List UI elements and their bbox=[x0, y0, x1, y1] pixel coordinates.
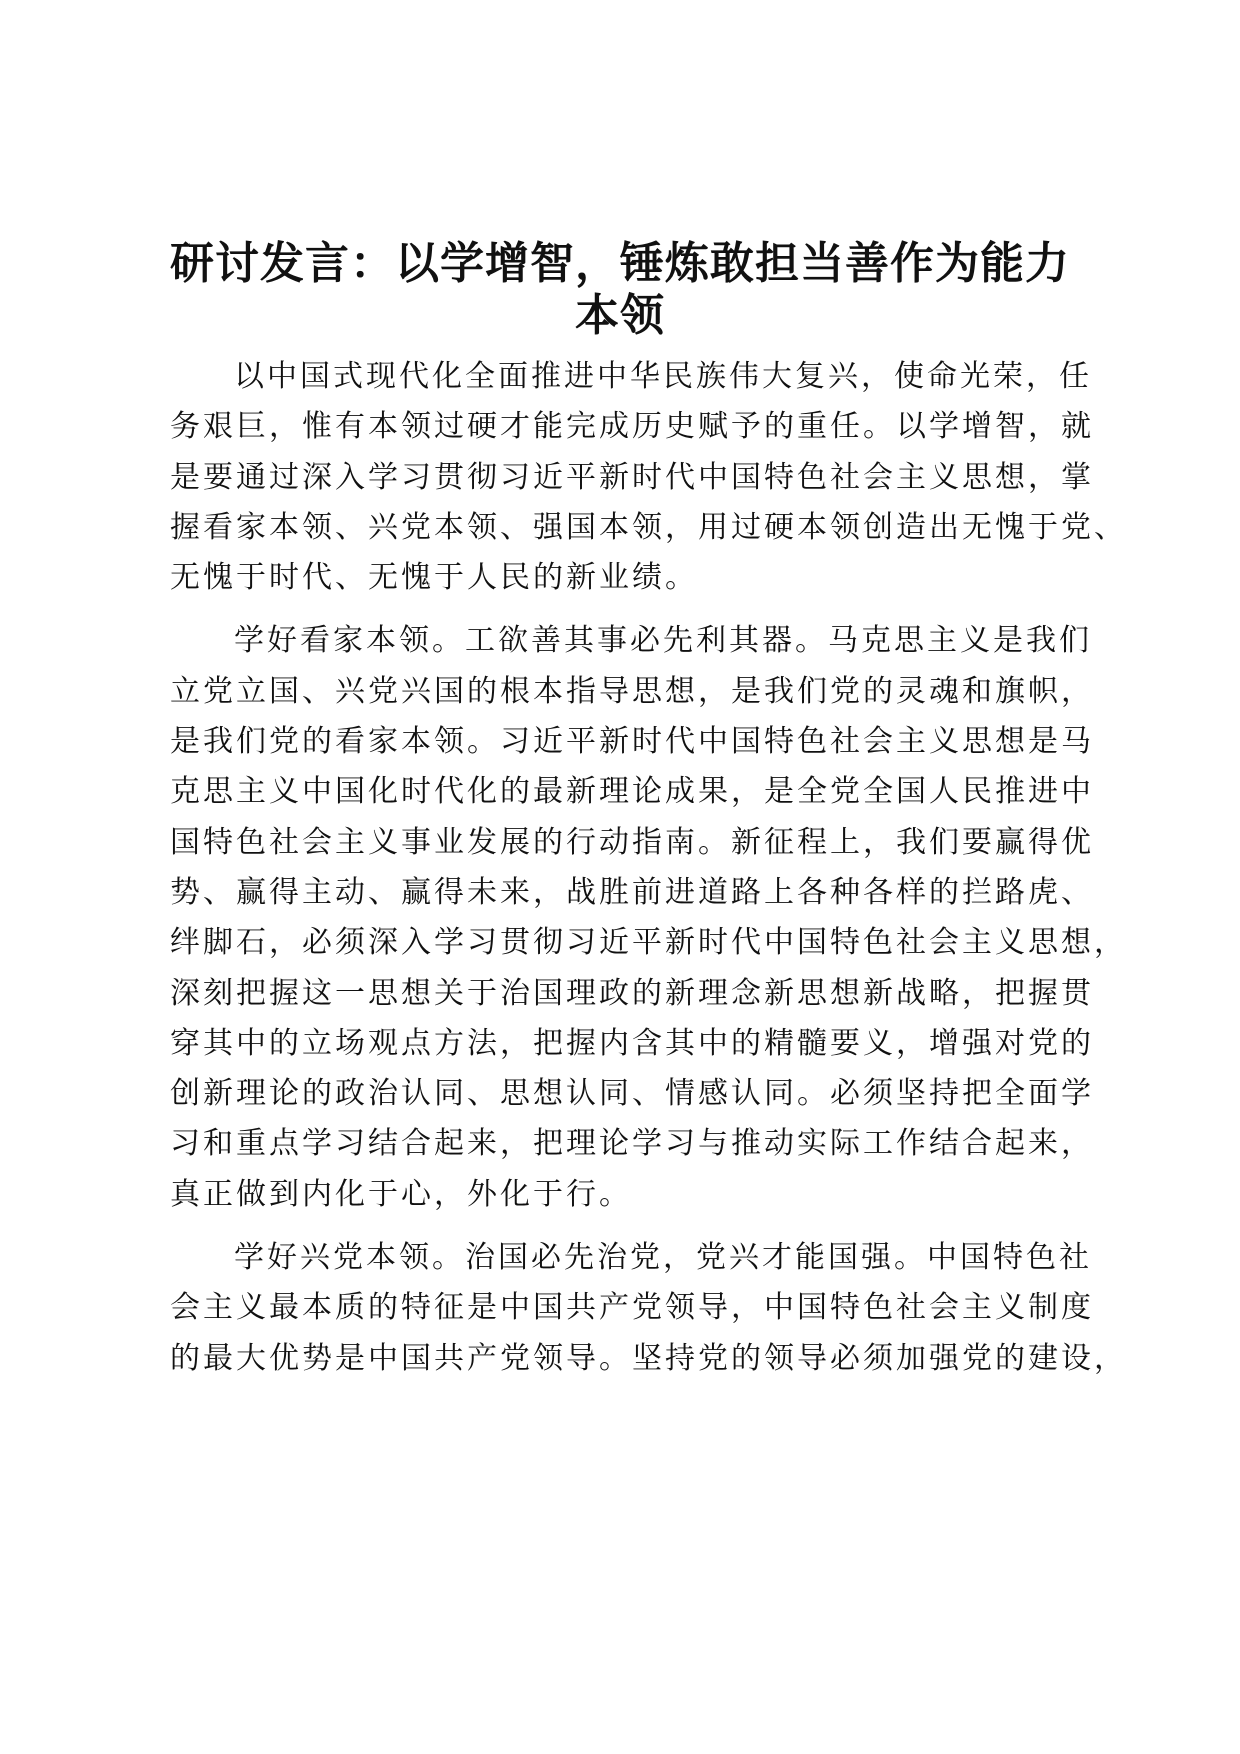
paragraph-line: 绊脚石，必须深入学习贯彻习近平新时代中国特色社会主义思想， bbox=[170, 925, 1127, 961]
paragraph-line: 学好兴党本领。治国必先治党，党兴才能国强。中国特色社 bbox=[234, 1240, 1092, 1276]
document-body bbox=[170, 352, 1127, 1397]
paragraph-line: 深刻把握这一思想关于治国理政的新理念新思想新战略，把握贯 bbox=[170, 975, 1094, 1011]
paragraph-line: 势、赢得主动、赢得未来，战胜前进道路上各种各样的拦路虎、 bbox=[170, 874, 1094, 910]
paragraph-line: 克思主义中国化时代化的最新理论成果，是全党全国人民推进中 bbox=[170, 774, 1094, 810]
paragraph-line: 会主义最本质的特征是中国共产党领导，中国特色社会主义制度 bbox=[170, 1290, 1094, 1326]
document-title bbox=[150, 238, 1090, 342]
paragraph-line: 以中国式现代化全面推进中华民族伟大复兴，使命光荣，任 bbox=[234, 359, 1092, 394]
title-line: 研讨发言：以学增智，锤炼敢担当善作为能力 bbox=[170, 238, 1070, 289]
paragraph-line: 立党立国、兴党兴国的根本指导思想，是我们党的灵魂和旗帜， bbox=[170, 673, 1094, 709]
paragraph-line: 国特色社会主义事业发展的行动指南。新征程上，我们要赢得优 bbox=[170, 824, 1094, 860]
paragraph-line: 无愧于时代、无愧于人民的新业绩。 bbox=[170, 560, 698, 596]
paragraph-line: 习和重点学习结合起来，把理论学习与推动实际工作结合起来， bbox=[170, 1126, 1094, 1162]
paragraph-line: 是要通过深入学习贯彻习近平新时代中国特色社会主义思想，掌 bbox=[170, 459, 1094, 495]
paragraph-line: 的最大优势是中国共产党领导。坚持党的领导必须加强党的建设， bbox=[170, 1340, 1127, 1376]
paragraph-line: 穿其中的立场观点方法，把握内含其中的精髓要义，增强对党的 bbox=[170, 1025, 1094, 1061]
paragraph-line: 是我们党的看家本领。习近平新时代中国特色社会主义思想是马 bbox=[170, 724, 1094, 760]
paragraph-line: 务艰巨，惟有本领过硬才能完成历史赋予的重任。以学增智，就 bbox=[170, 409, 1094, 445]
paragraph-line: 学好看家本领。工欲善其事必先利其器。马克思主义是我们 bbox=[234, 623, 1092, 659]
paragraph-core-skill bbox=[170, 616, 1127, 1220]
paragraph-line: 握看家本领、兴党本领、强国本领，用过硬本领创造出无愧于党、 bbox=[170, 509, 1127, 545]
paragraph-intro bbox=[170, 352, 1127, 603]
title-line: 本领 bbox=[575, 290, 665, 341]
paragraph-line: 真正做到内化于心，外化于行。 bbox=[170, 1176, 632, 1212]
paragraph-line: 创新理论的政治认同、思想认同、情感认同。必须坚持把全面学 bbox=[170, 1076, 1094, 1112]
paragraph-party-skill bbox=[170, 1233, 1127, 1384]
